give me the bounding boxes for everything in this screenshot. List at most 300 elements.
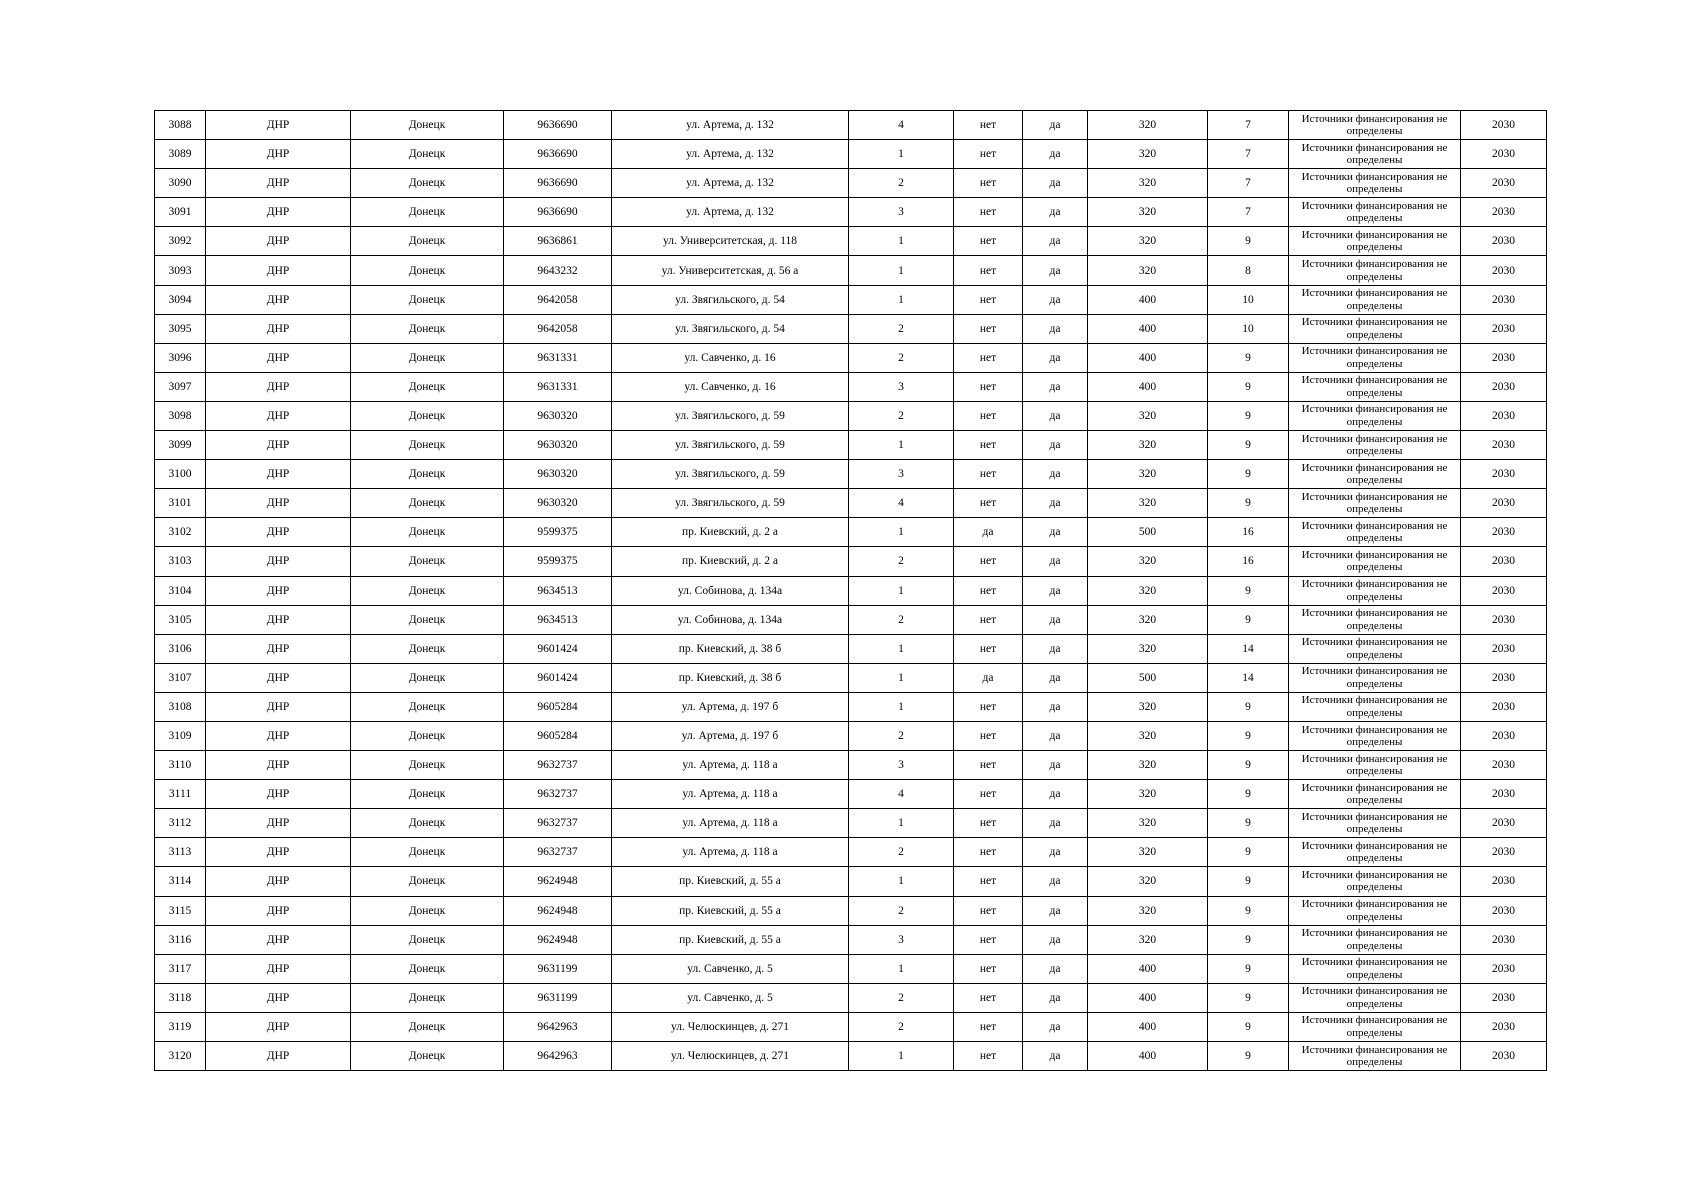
cell-year: 2030: [1461, 605, 1547, 634]
cell-year: 2030: [1461, 285, 1547, 314]
cell-region: ДНР: [206, 343, 351, 372]
cell-code: 9636690: [504, 169, 612, 198]
cell-region: ДНР: [206, 983, 351, 1012]
cell-region: ДНР: [206, 285, 351, 314]
cell-floors: 9: [1208, 1012, 1289, 1041]
cell-city: Донецк: [351, 431, 504, 460]
cell-repair: да: [1023, 925, 1088, 954]
cell-capacity: 320: [1088, 576, 1208, 605]
cell-repair: да: [1023, 285, 1088, 314]
cell-capacity: 500: [1088, 518, 1208, 547]
cell-lift_replace: нет: [954, 1012, 1023, 1041]
cell-region: ДНР: [206, 547, 351, 576]
cell-source: Источники финансирования не определены: [1289, 111, 1461, 140]
table-row: [155, 780, 1547, 809]
cell-capacity: 320: [1088, 198, 1208, 227]
cell-entrance: 1: [849, 1042, 954, 1071]
cell-lift_replace: нет: [954, 780, 1023, 809]
cell-code: 9642058: [504, 314, 612, 343]
cell-lift_replace: нет: [954, 1042, 1023, 1071]
cell-year: 2030: [1461, 896, 1547, 925]
cell-lift_replace: нет: [954, 401, 1023, 430]
cell-year: 2030: [1461, 314, 1547, 343]
cell-address: ул. Собинова, д. 134а: [612, 605, 849, 634]
cell-entrance: 1: [849, 576, 954, 605]
cell-source: Источники финансирования не определены: [1289, 576, 1461, 605]
cell-city: Донецк: [351, 285, 504, 314]
cell-source: Источники финансирования не определены: [1289, 489, 1461, 518]
cell-region: ДНР: [206, 954, 351, 983]
cell-source: Источники финансирования не определены: [1289, 256, 1461, 285]
cell-repair: да: [1023, 547, 1088, 576]
table-row: [155, 896, 1547, 925]
cell-region: ДНР: [206, 140, 351, 169]
cell-address: ул. Звягильского, д. 59: [612, 489, 849, 518]
cell-entrance: 4: [849, 111, 954, 140]
cell-repair: да: [1023, 1012, 1088, 1041]
cell-code: 9642058: [504, 285, 612, 314]
cell-floors: 9: [1208, 489, 1289, 518]
cell-code: 9630320: [504, 460, 612, 489]
cell-city: Донецк: [351, 314, 504, 343]
cell-lift_replace: да: [954, 663, 1023, 692]
cell-region: ДНР: [206, 809, 351, 838]
cell-floors: 9: [1208, 227, 1289, 256]
cell-address: ул. Челюскинцев, д. 271: [612, 1042, 849, 1071]
cell-floors: 9: [1208, 576, 1289, 605]
cell-floors: 16: [1208, 518, 1289, 547]
cell-floors: 14: [1208, 634, 1289, 663]
cell-repair: да: [1023, 1042, 1088, 1071]
cell-year: 2030: [1461, 401, 1547, 430]
table-row: [155, 431, 1547, 460]
cell-source: Источники финансирования не определены: [1289, 431, 1461, 460]
cell-capacity: 400: [1088, 372, 1208, 401]
cell-no: 3099: [155, 431, 206, 460]
cell-address: ул. Артема, д. 118 а: [612, 751, 849, 780]
cell-region: ДНР: [206, 751, 351, 780]
cell-repair: да: [1023, 605, 1088, 634]
cell-repair: да: [1023, 983, 1088, 1012]
cell-code: 9642963: [504, 1042, 612, 1071]
cell-address: ул. Артема, д. 132: [612, 169, 849, 198]
cell-region: ДНР: [206, 372, 351, 401]
cell-address: ул. Звягильского, д. 59: [612, 460, 849, 489]
cell-source: Источники финансирования не определены: [1289, 314, 1461, 343]
table-row: [155, 925, 1547, 954]
registry-table-body: [155, 111, 1547, 1071]
cell-code: 9599375: [504, 547, 612, 576]
cell-capacity: 400: [1088, 314, 1208, 343]
cell-region: ДНР: [206, 780, 351, 809]
cell-capacity: 320: [1088, 692, 1208, 721]
cell-no: 3111: [155, 780, 206, 809]
cell-repair: да: [1023, 751, 1088, 780]
cell-year: 2030: [1461, 140, 1547, 169]
cell-code: 9636690: [504, 111, 612, 140]
cell-city: Донецк: [351, 605, 504, 634]
cell-address: ул. Артема, д. 118 а: [612, 780, 849, 809]
cell-lift_replace: нет: [954, 314, 1023, 343]
cell-repair: да: [1023, 343, 1088, 372]
cell-region: ДНР: [206, 925, 351, 954]
cell-repair: да: [1023, 314, 1088, 343]
cell-year: 2030: [1461, 983, 1547, 1012]
cell-floors: 9: [1208, 838, 1289, 867]
cell-city: Донецк: [351, 809, 504, 838]
cell-floors: 9: [1208, 867, 1289, 896]
cell-no: 3097: [155, 372, 206, 401]
cell-code: 9624948: [504, 896, 612, 925]
cell-floors: 7: [1208, 140, 1289, 169]
cell-no: 3120: [155, 1042, 206, 1071]
cell-address: ул. Артема, д. 132: [612, 111, 849, 140]
cell-year: 2030: [1461, 372, 1547, 401]
cell-entrance: 2: [849, 838, 954, 867]
cell-city: Донецк: [351, 751, 504, 780]
cell-code: 9631331: [504, 343, 612, 372]
cell-repair: да: [1023, 372, 1088, 401]
cell-entrance: 3: [849, 751, 954, 780]
cell-address: пр. Киевский, д. 55 а: [612, 896, 849, 925]
cell-city: Донецк: [351, 925, 504, 954]
cell-city: Донецк: [351, 547, 504, 576]
cell-repair: да: [1023, 431, 1088, 460]
cell-region: ДНР: [206, 227, 351, 256]
cell-capacity: 400: [1088, 1042, 1208, 1071]
cell-repair: да: [1023, 256, 1088, 285]
cell-floors: 9: [1208, 751, 1289, 780]
cell-entrance: 2: [849, 1012, 954, 1041]
registry-table: [154, 110, 1547, 1071]
cell-year: 2030: [1461, 169, 1547, 198]
cell-city: Донецк: [351, 111, 504, 140]
cell-source: Источники финансирования не определены: [1289, 198, 1461, 227]
cell-city: Донецк: [351, 518, 504, 547]
cell-floors: 9: [1208, 401, 1289, 430]
cell-repair: да: [1023, 489, 1088, 518]
cell-entrance: 1: [849, 954, 954, 983]
cell-repair: да: [1023, 838, 1088, 867]
cell-entrance: 4: [849, 780, 954, 809]
cell-no: 3089: [155, 140, 206, 169]
table-row: [155, 489, 1547, 518]
cell-year: 2030: [1461, 576, 1547, 605]
table-row: [155, 634, 1547, 663]
cell-capacity: 320: [1088, 460, 1208, 489]
cell-floors: 9: [1208, 692, 1289, 721]
cell-region: ДНР: [206, 576, 351, 605]
cell-city: Донецк: [351, 227, 504, 256]
cell-no: 3104: [155, 576, 206, 605]
cell-no: 3119: [155, 1012, 206, 1041]
cell-address: пр. Киевский, д. 38 б: [612, 663, 849, 692]
cell-repair: да: [1023, 867, 1088, 896]
cell-no: 3106: [155, 634, 206, 663]
cell-address: пр. Киевский, д. 2 а: [612, 518, 849, 547]
cell-floors: 10: [1208, 314, 1289, 343]
cell-lift_replace: нет: [954, 692, 1023, 721]
table-row: [155, 256, 1547, 285]
cell-code: 9630320: [504, 401, 612, 430]
cell-repair: да: [1023, 460, 1088, 489]
cell-entrance: 2: [849, 401, 954, 430]
cell-no: 3100: [155, 460, 206, 489]
cell-source: Источники финансирования не определены: [1289, 896, 1461, 925]
cell-capacity: 320: [1088, 547, 1208, 576]
table-row: [155, 605, 1547, 634]
cell-no: 3092: [155, 227, 206, 256]
cell-repair: да: [1023, 692, 1088, 721]
cell-code: 9599375: [504, 518, 612, 547]
cell-no: 3090: [155, 169, 206, 198]
cell-source: Источники финансирования не определены: [1289, 1042, 1461, 1071]
cell-capacity: 320: [1088, 721, 1208, 750]
cell-lift_replace: нет: [954, 896, 1023, 925]
cell-floors: 7: [1208, 111, 1289, 140]
cell-source: Источники финансирования не определены: [1289, 721, 1461, 750]
cell-code: 9632737: [504, 780, 612, 809]
cell-no: 3105: [155, 605, 206, 634]
cell-floors: 8: [1208, 256, 1289, 285]
cell-lift_replace: нет: [954, 809, 1023, 838]
cell-no: 3118: [155, 983, 206, 1012]
cell-region: ДНР: [206, 721, 351, 750]
cell-city: Донецк: [351, 954, 504, 983]
cell-code: 9631199: [504, 954, 612, 983]
cell-lift_replace: нет: [954, 343, 1023, 372]
cell-floors: 9: [1208, 605, 1289, 634]
cell-year: 2030: [1461, 663, 1547, 692]
cell-city: Донецк: [351, 489, 504, 518]
cell-year: 2030: [1461, 751, 1547, 780]
cell-entrance: 1: [849, 692, 954, 721]
cell-source: Источники финансирования не определены: [1289, 401, 1461, 430]
cell-repair: да: [1023, 169, 1088, 198]
cell-capacity: 400: [1088, 343, 1208, 372]
cell-address: ул. Челюскинцев, д. 271: [612, 1012, 849, 1041]
cell-lift_replace: нет: [954, 983, 1023, 1012]
cell-address: ул. Артема, д. 118 а: [612, 838, 849, 867]
cell-repair: да: [1023, 576, 1088, 605]
cell-lift_replace: нет: [954, 227, 1023, 256]
cell-entrance: 2: [849, 896, 954, 925]
cell-no: 3095: [155, 314, 206, 343]
table-row: [155, 954, 1547, 983]
table-row: [155, 576, 1547, 605]
cell-address: ул. Звягильского, д. 59: [612, 401, 849, 430]
cell-entrance: 1: [849, 518, 954, 547]
table-row: [155, 838, 1547, 867]
cell-no: 3109: [155, 721, 206, 750]
cell-entrance: 2: [849, 983, 954, 1012]
cell-city: Донецк: [351, 169, 504, 198]
cell-code: 9634513: [504, 605, 612, 634]
cell-entrance: 3: [849, 372, 954, 401]
cell-entrance: 1: [849, 663, 954, 692]
cell-year: 2030: [1461, 547, 1547, 576]
cell-capacity: 400: [1088, 983, 1208, 1012]
cell-source: Источники финансирования не определены: [1289, 867, 1461, 896]
cell-floors: 7: [1208, 169, 1289, 198]
cell-lift_replace: нет: [954, 954, 1023, 983]
cell-capacity: 320: [1088, 489, 1208, 518]
cell-source: Источники финансирования не определены: [1289, 838, 1461, 867]
cell-capacity: 320: [1088, 925, 1208, 954]
cell-region: ДНР: [206, 256, 351, 285]
cell-address: ул. Савченко, д. 16: [612, 343, 849, 372]
cell-source: Источники финансирования не определены: [1289, 692, 1461, 721]
cell-city: Донецк: [351, 896, 504, 925]
cell-code: 9630320: [504, 431, 612, 460]
cell-lift_replace: нет: [954, 489, 1023, 518]
cell-code: 9632737: [504, 838, 612, 867]
cell-city: Донецк: [351, 256, 504, 285]
cell-code: 9631199: [504, 983, 612, 1012]
cell-entrance: 4: [849, 489, 954, 518]
cell-source: Источники финансирования не определены: [1289, 780, 1461, 809]
cell-capacity: 320: [1088, 227, 1208, 256]
table-row: [155, 518, 1547, 547]
cell-source: Источники финансирования не определены: [1289, 983, 1461, 1012]
cell-floors: 9: [1208, 809, 1289, 838]
cell-entrance: 1: [849, 867, 954, 896]
cell-no: 3115: [155, 896, 206, 925]
cell-source: Источники финансирования не определены: [1289, 372, 1461, 401]
cell-source: Источники финансирования не определены: [1289, 1012, 1461, 1041]
cell-floors: 14: [1208, 663, 1289, 692]
cell-address: ул. Савченко, д. 5: [612, 983, 849, 1012]
cell-year: 2030: [1461, 809, 1547, 838]
cell-no: 3108: [155, 692, 206, 721]
cell-entrance: 2: [849, 314, 954, 343]
cell-city: Донецк: [351, 372, 504, 401]
cell-lift_replace: нет: [954, 111, 1023, 140]
cell-source: Источники финансирования не определены: [1289, 954, 1461, 983]
cell-entrance: 2: [849, 343, 954, 372]
table-row: [155, 111, 1547, 140]
cell-region: ДНР: [206, 692, 351, 721]
table-row: [155, 983, 1547, 1012]
cell-city: Донецк: [351, 663, 504, 692]
cell-capacity: 320: [1088, 431, 1208, 460]
cell-region: ДНР: [206, 1042, 351, 1071]
cell-entrance: 1: [849, 227, 954, 256]
cell-no: 3094: [155, 285, 206, 314]
cell-code: 9631331: [504, 372, 612, 401]
cell-region: ДНР: [206, 489, 351, 518]
cell-code: 9630320: [504, 489, 612, 518]
cell-city: Донецк: [351, 140, 504, 169]
cell-floors: 9: [1208, 780, 1289, 809]
cell-lift_replace: нет: [954, 140, 1023, 169]
cell-lift_replace: нет: [954, 925, 1023, 954]
cell-capacity: 320: [1088, 140, 1208, 169]
cell-region: ДНР: [206, 431, 351, 460]
cell-lift_replace: нет: [954, 576, 1023, 605]
table-row: [155, 372, 1547, 401]
cell-repair: да: [1023, 954, 1088, 983]
table-row: [155, 809, 1547, 838]
cell-capacity: 320: [1088, 751, 1208, 780]
cell-floors: 9: [1208, 925, 1289, 954]
cell-year: 2030: [1461, 489, 1547, 518]
cell-year: 2030: [1461, 838, 1547, 867]
cell-code: 9624948: [504, 867, 612, 896]
cell-floors: 10: [1208, 285, 1289, 314]
cell-no: 3102: [155, 518, 206, 547]
cell-region: ДНР: [206, 663, 351, 692]
cell-lift_replace: нет: [954, 605, 1023, 634]
cell-entrance: 3: [849, 198, 954, 227]
cell-source: Источники финансирования не определены: [1289, 751, 1461, 780]
cell-floors: 7: [1208, 198, 1289, 227]
cell-region: ДНР: [206, 460, 351, 489]
cell-source: Источники финансирования не определены: [1289, 460, 1461, 489]
cell-year: 2030: [1461, 692, 1547, 721]
cell-code: 9636690: [504, 198, 612, 227]
cell-floors: 9: [1208, 372, 1289, 401]
cell-year: 2030: [1461, 1012, 1547, 1041]
cell-code: 9601424: [504, 663, 612, 692]
cell-code: 9634513: [504, 576, 612, 605]
cell-code: 9605284: [504, 721, 612, 750]
table-row: [155, 721, 1547, 750]
cell-floors: 9: [1208, 1042, 1289, 1071]
cell-source: Источники финансирования не определены: [1289, 285, 1461, 314]
cell-year: 2030: [1461, 954, 1547, 983]
cell-region: ДНР: [206, 111, 351, 140]
cell-capacity: 500: [1088, 663, 1208, 692]
cell-code: 9632737: [504, 809, 612, 838]
cell-city: Донецк: [351, 401, 504, 430]
cell-entrance: 2: [849, 605, 954, 634]
cell-code: 9642963: [504, 1012, 612, 1041]
cell-capacity: 320: [1088, 256, 1208, 285]
cell-year: 2030: [1461, 111, 1547, 140]
cell-repair: да: [1023, 809, 1088, 838]
cell-city: Донецк: [351, 198, 504, 227]
table-row: [155, 227, 1547, 256]
cell-year: 2030: [1461, 721, 1547, 750]
table-row: [155, 401, 1547, 430]
cell-repair: да: [1023, 140, 1088, 169]
cell-source: Источники финансирования не определены: [1289, 634, 1461, 663]
cell-repair: да: [1023, 780, 1088, 809]
cell-capacity: 320: [1088, 809, 1208, 838]
cell-repair: да: [1023, 721, 1088, 750]
cell-code: 9605284: [504, 692, 612, 721]
table-row: [155, 343, 1547, 372]
cell-no: 3113: [155, 838, 206, 867]
cell-source: Источники финансирования не определены: [1289, 809, 1461, 838]
cell-year: 2030: [1461, 780, 1547, 809]
cell-floors: 9: [1208, 343, 1289, 372]
cell-region: ДНР: [206, 198, 351, 227]
cell-floors: 9: [1208, 983, 1289, 1012]
cell-address: пр. Киевский, д. 38 б: [612, 634, 849, 663]
cell-lift_replace: нет: [954, 634, 1023, 663]
cell-no: 3096: [155, 343, 206, 372]
table-row: [155, 692, 1547, 721]
table-row: [155, 547, 1547, 576]
cell-address: ул. Артема, д. 132: [612, 198, 849, 227]
table-row: [155, 460, 1547, 489]
cell-entrance: 1: [849, 140, 954, 169]
cell-floors: 9: [1208, 460, 1289, 489]
cell-city: Донецк: [351, 576, 504, 605]
cell-region: ДНР: [206, 1012, 351, 1041]
